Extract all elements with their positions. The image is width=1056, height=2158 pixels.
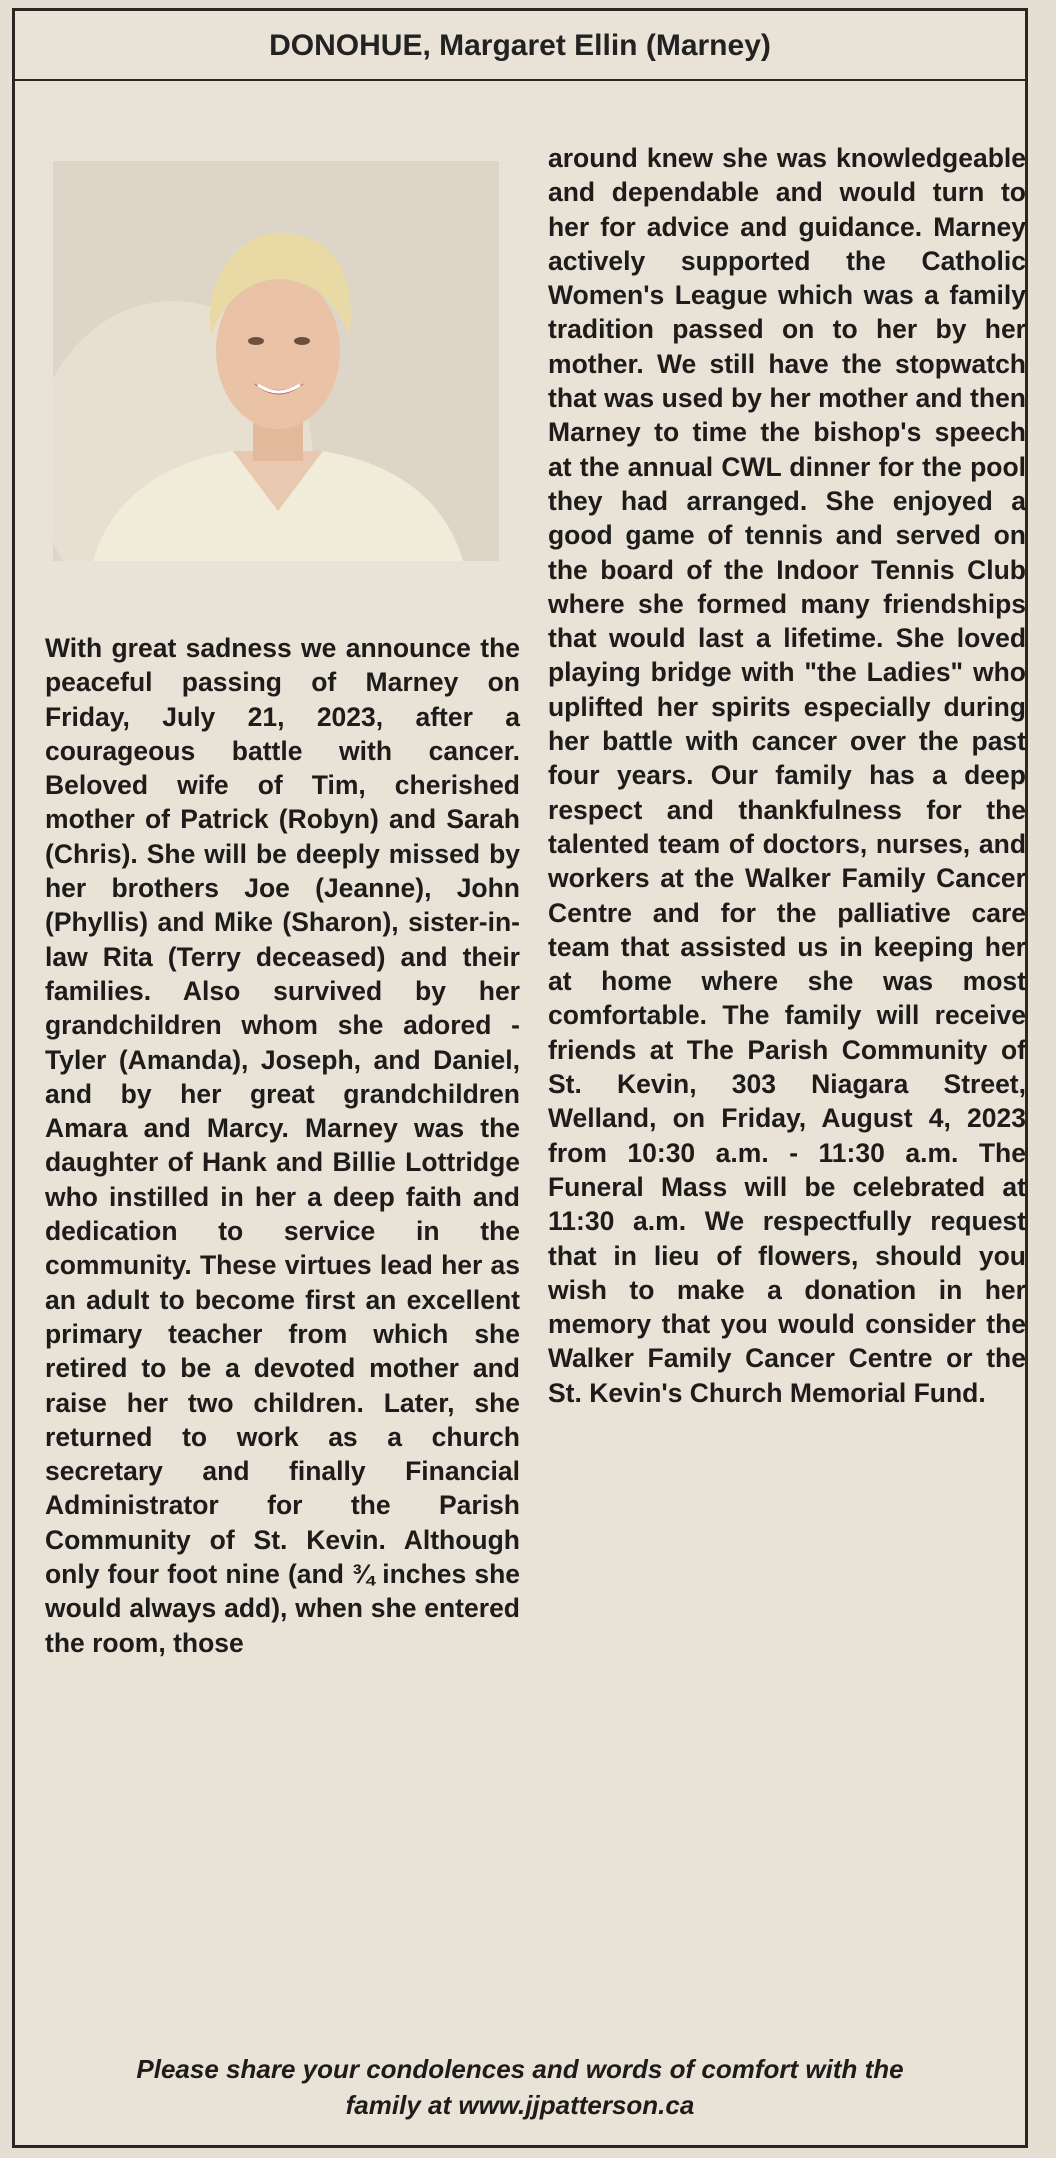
condolences-footer <box>15 2051 1025 2123</box>
obituary-title: DONOHUE, Margaret Ellin (Marney) <box>269 29 771 62</box>
title-divider <box>15 79 1025 81</box>
obituary-text-column-left: With great sadness we announce the peaceful passing of Marney on Friday, July 21, 2023, after a courageous battle with cancer. Beloved wife of Tim, cherished mother of Patrick (Robyn) and Sarah (Chris). She will be deeply missed by her brothers Joe (Jeanne), John (Phyllis) and Mike (Sharon), sister-in-law Rita (Terry deceased) and their families. Also survived by her grandchildren whom she adored - Tyler (Amanda), Joseph, and Daniel, and by her great grandchildren Amara and Marcy. Marney was the daughter of Hank and Billie Lottridge who instilled in her a deep faith and dedication to service in the community. These virtues lead her as an adult to become first an excellent primary teacher from which she retired to be a devoted mother and raise her two children. Later, she returned to work as a church secretary and finally Financial Administrator for the Parish Community of St. Kevin. Although only four foot nine (and ¾ inches she would always add), when she entered the room, those <box>45 633 520 1658</box>
obituary-text-column-right: around knew she was knowledgeable and dependable and would turn to her for advice and guidance. Marney actively supported the Catholic Women's League which was a family tradition passed on to her by her mother. We still have the stopwatch that was used by her mother and then Marney to time the bishop's speech at the annual CWL dinner for the pool they had arranged. She enjoyed a good game of tennis and served on the board of the Indoor Tennis Club where she formed many friendships that would last a lifetime. She loved playing bridge with "the Ladies" who uplifted her spirits especially during her battle with cancer over the past four years. Our family has a deep respect and thankfulness for the talented team of doctors, nurses, and workers at the Walker Family Cancer Centre and for the palliative care team that assisted us in keeping her at home where she was most comfortable. The family will receive friends at The Parish Community of St. Kevin, 303 Niagara Street, Welland, on Friday, August 4, 2023 from 10:30 a.m. - 11:30 a.m. The Funeral Mass will be celebrated at 11:30 a.m. We respectfully request that in lieu of flowers, should you wish to make a donation in her memory that you would consider the Walker Family Cancer Centre or the St. Kevin's Church Memorial Fund. <box>548 143 1026 1408</box>
obituary-notice <box>12 8 1028 2148</box>
condolences-line-2: family at www.jjpatterson.ca <box>345 2090 695 2120</box>
portrait-photo <box>53 161 499 561</box>
condolences-line-1: Please share your condolences and words of comfort with the <box>136 2054 904 2084</box>
portrait-illustration <box>53 161 499 561</box>
